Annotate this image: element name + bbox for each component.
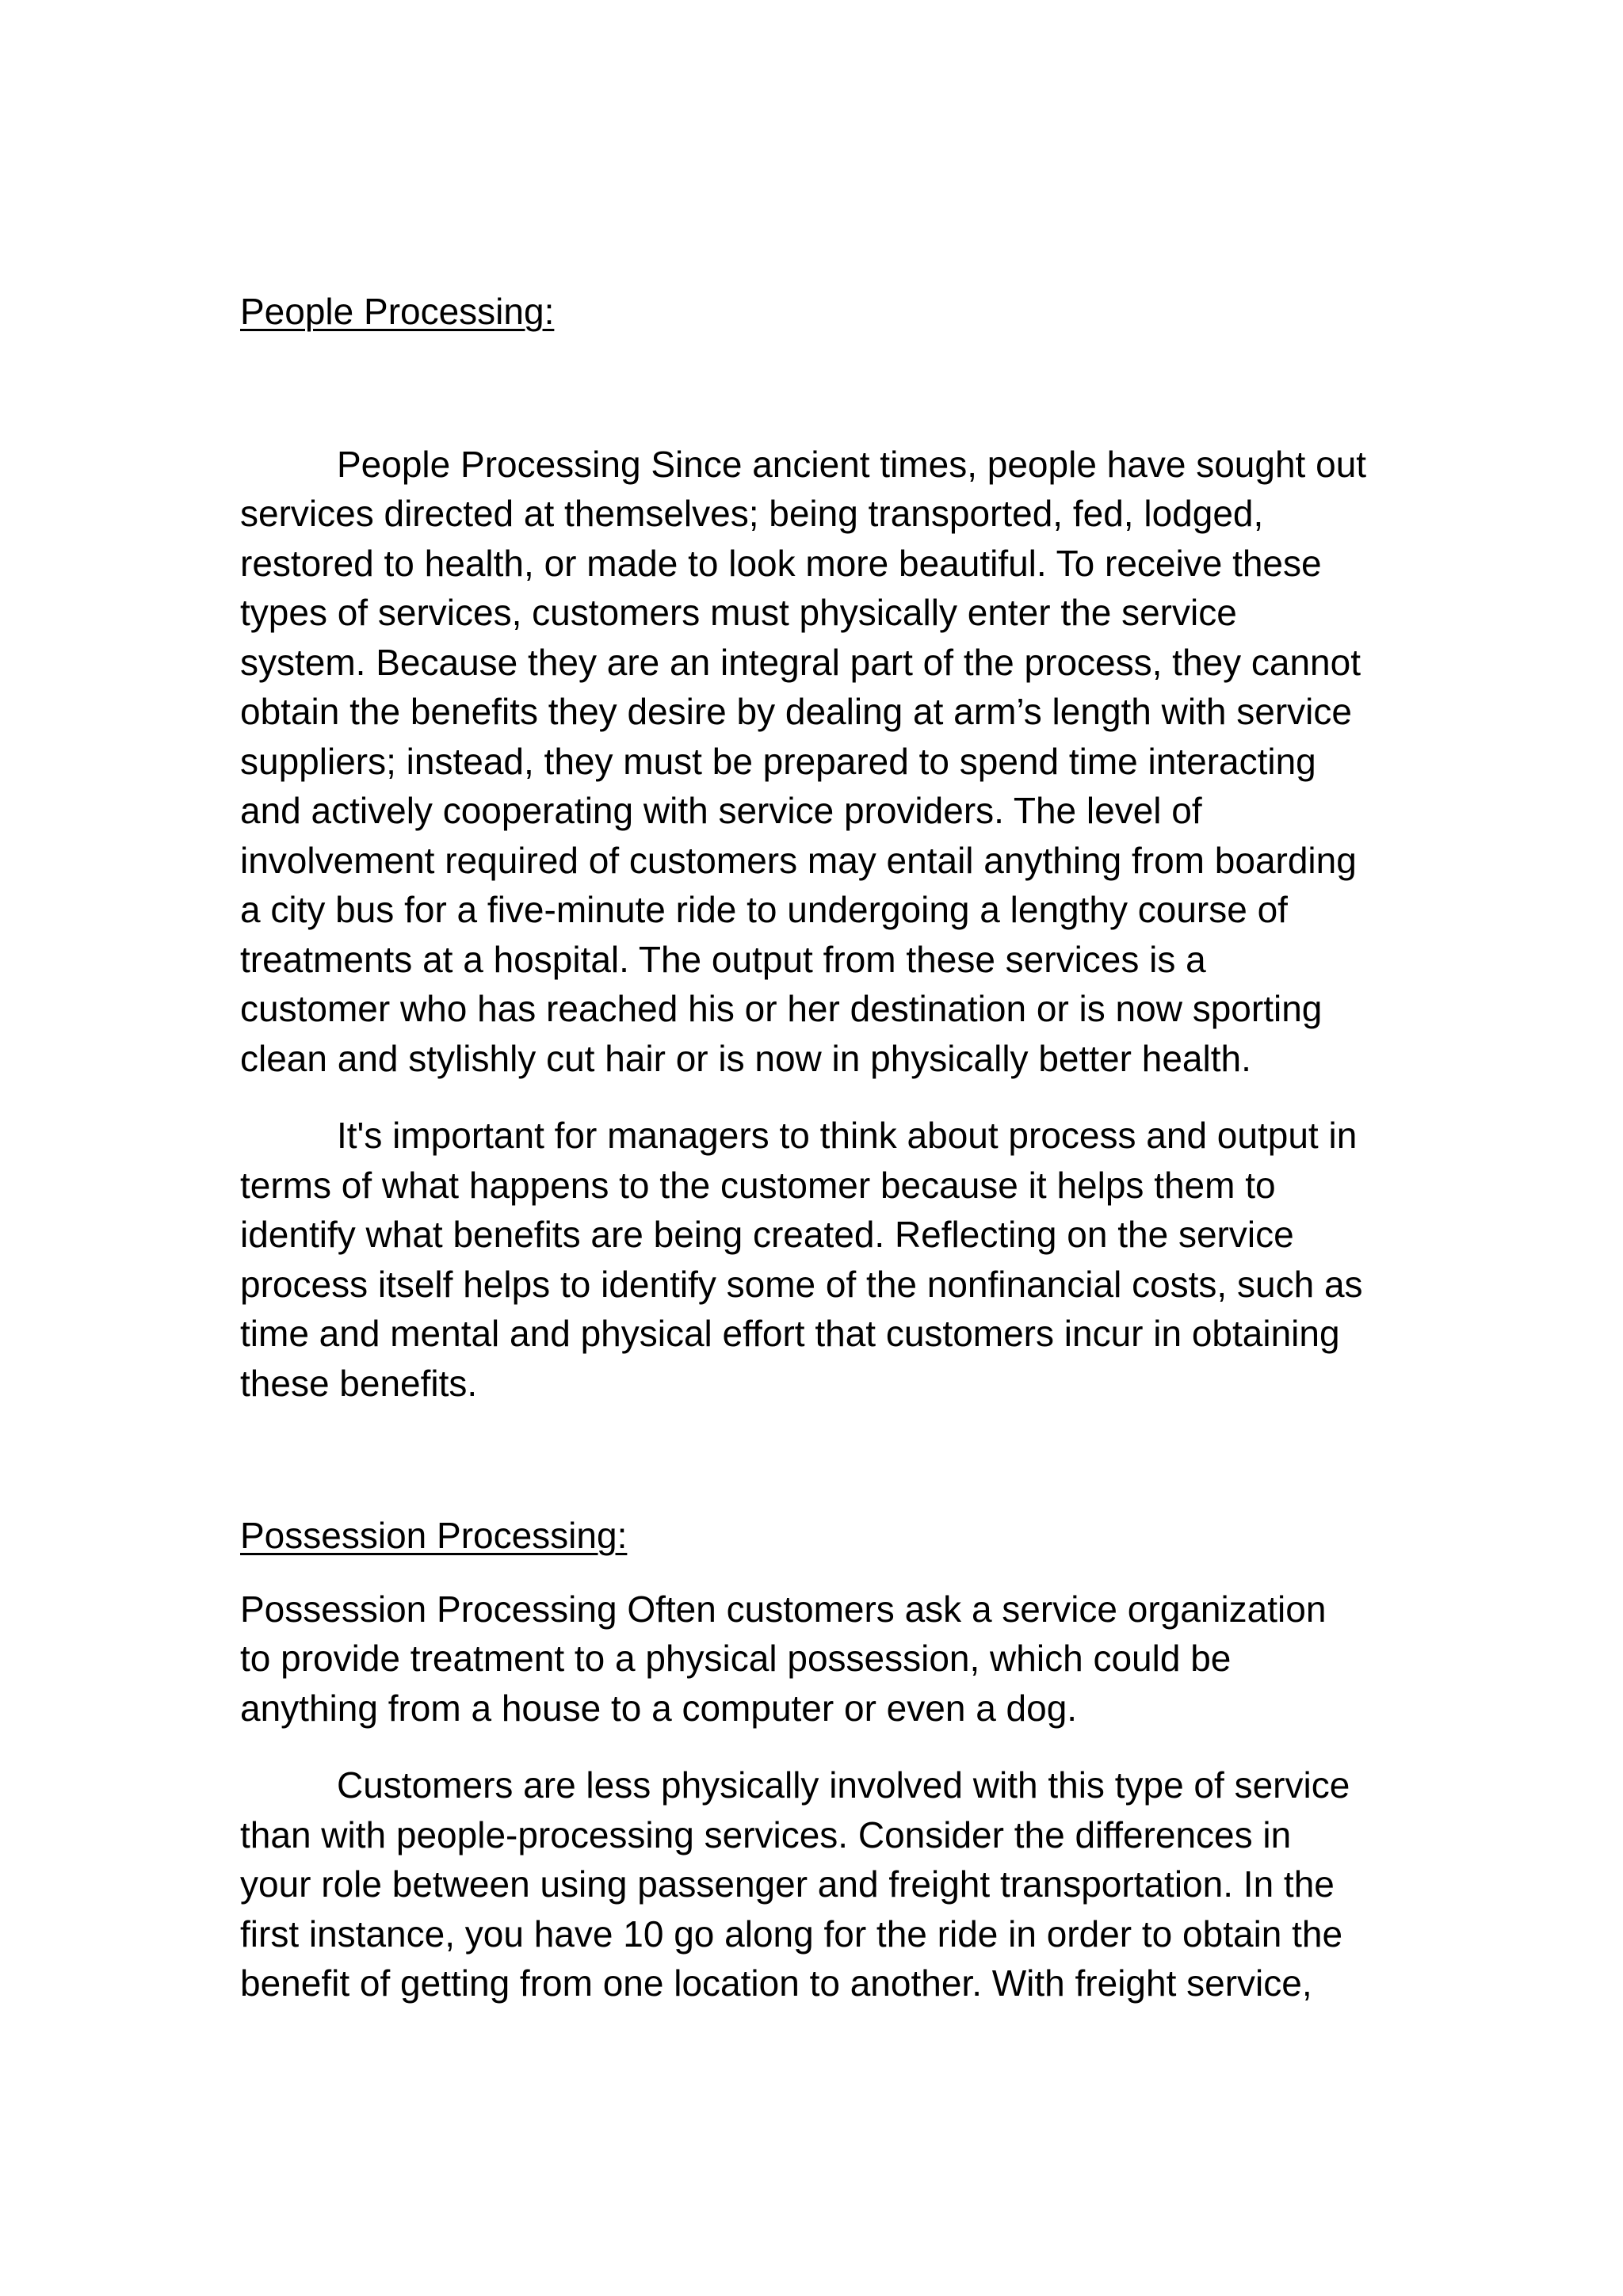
text-line: anything from a house to a computer or even a dog. bbox=[240, 1687, 1078, 1729]
text-line: a city bus for a five-minute ride to undergoing a lengthy course of bbox=[240, 889, 1288, 930]
paragraph-people-processing-intro bbox=[240, 440, 1397, 1084]
text-line: terms of what happens to the customer because it helps them to bbox=[240, 1164, 1276, 1206]
page-content bbox=[240, 287, 1397, 2008]
text-line: types of services, customers must physically enter the service bbox=[240, 592, 1237, 633]
text-line: and actively cooperating with service providers. The level of bbox=[240, 790, 1202, 831]
text-line: It's important for managers to think about process and output in bbox=[337, 1115, 1358, 1156]
text-line: process itself helps to identify some of the nonfinancial costs, such as bbox=[240, 1263, 1363, 1305]
text-line: Possession Processing Often customers ask a service organization bbox=[240, 1588, 1327, 1630]
paragraph-people-processing-managers bbox=[240, 1111, 1397, 1408]
section-heading-possession-processing: Possession Processing: bbox=[240, 1515, 628, 1556]
text-line: system. Because they are an integral part of the process, they cannot bbox=[240, 641, 1361, 683]
text-line: customer who has reached his or her destination or is now sporting bbox=[240, 988, 1323, 1029]
text-line: first instance, you have 10 go along for the ride in order to obtain the bbox=[240, 1913, 1343, 1955]
text-line: treatments at a hospital. The output from these services is a bbox=[240, 938, 1206, 980]
text-line: benefit of getting from one location to another. With freight service, bbox=[240, 1962, 1312, 2004]
text-line: People Processing Since ancient times, people have sought out bbox=[337, 443, 1367, 485]
paragraph-possession-processing-customers bbox=[240, 1760, 1397, 2008]
text-line: than with people-processing services. Consider the differences in bbox=[240, 1814, 1292, 1855]
text-line: identify what benefits are being created. Reflecting on the service bbox=[240, 1214, 1294, 1255]
paragraph-possession-processing-intro bbox=[240, 1585, 1397, 1733]
text-line: clean and stylishly cut hair or is now in physically better health. bbox=[240, 1037, 1251, 1079]
text-line: to provide treatment to a physical possession, which could be bbox=[240, 1638, 1232, 1679]
text-line: services directed at themselves; being transported, fed, lodged, bbox=[240, 493, 1264, 534]
text-line: obtain the benefits they desire by dealing at arm’s length with service bbox=[240, 691, 1352, 732]
text-line: time and mental and physical effort that customers incur in obtaining bbox=[240, 1313, 1340, 1354]
text-line: your role between using passenger and freight transportation. In the bbox=[240, 1863, 1335, 1905]
text-line: suppliers; instead, they must be prepared to spend time interacting bbox=[240, 740, 1316, 782]
text-line: Customers are less physically involved with this type of service bbox=[337, 1764, 1350, 1806]
text-line: these benefits. bbox=[240, 1362, 478, 1404]
text-line: involvement required of customers may entail anything from boarding bbox=[240, 839, 1357, 881]
text-line: restored to health, or made to look more beautiful. To receive these bbox=[240, 542, 1322, 584]
section-heading-people-processing: People Processing: bbox=[240, 291, 555, 332]
